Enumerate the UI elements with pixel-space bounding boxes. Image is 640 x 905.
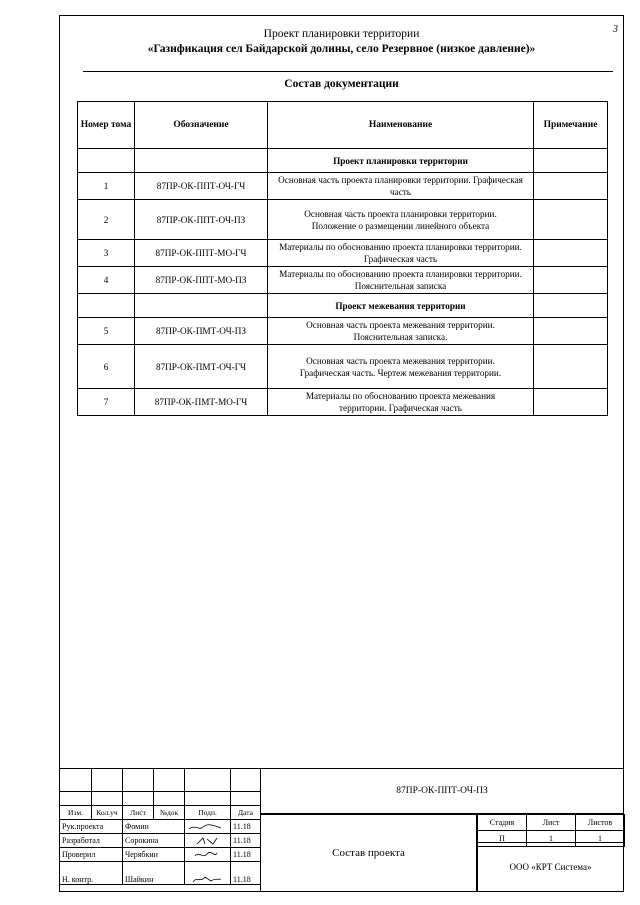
- cell-volume: 5: [78, 318, 135, 345]
- stamp-header: Подп.: [185, 806, 231, 820]
- cell-name: Основная часть проекта межевания территории. Пояснительная записка.: [268, 318, 534, 345]
- table-row: [78, 240, 608, 267]
- title-divider: [83, 71, 613, 72]
- stage-value: П: [478, 831, 527, 847]
- group-title: Проект планировки территории: [268, 149, 534, 173]
- cell-volume: 1: [78, 173, 135, 200]
- signature: [185, 820, 231, 834]
- doc-name: Состав проекта: [260, 814, 477, 892]
- stamp-header: Изм.: [60, 806, 92, 820]
- signer-name: Черябкин: [123, 848, 185, 862]
- column-header-volume: Номер тома: [78, 102, 135, 149]
- signer-role: Проверил: [60, 848, 123, 862]
- table-row: [78, 389, 608, 416]
- sheet-value: 1: [527, 831, 576, 847]
- signature: [185, 848, 231, 862]
- title-block: [59, 768, 624, 892]
- table-header-row: [78, 102, 608, 149]
- cell-note: [534, 318, 608, 345]
- page-number: 3: [613, 24, 618, 35]
- cell-code: 87ПР-ОК-ППТ-МО-ГЧ: [135, 240, 268, 267]
- cell-volume: 7: [78, 389, 135, 416]
- column-header-code: Обозначение: [135, 102, 268, 149]
- signer-row: [60, 834, 261, 848]
- group-title: Проект межевания территории: [268, 294, 534, 318]
- signer-row: [60, 862, 261, 885]
- cell-code: 87ПР-ОК-ПМТ-ОЧ-ГЧ: [135, 345, 268, 389]
- cell-name: Основная часть проекта планировки территории. Положение о размещении линейного объекта: [268, 200, 534, 240]
- table-row: [78, 267, 608, 294]
- doc-code: 87ПР-ОК-ППТ-ОЧ-ПЗ: [260, 768, 624, 814]
- cell-code: 87ПР-ОК-ППТ-ОЧ-ГЧ: [135, 173, 268, 200]
- cell-note: [534, 345, 608, 389]
- signer-role: Разработал: [60, 834, 123, 848]
- cell-name: Основная часть проекта планировки территории. Графическая часть: [268, 173, 534, 200]
- stamp-header: Кол.уч: [92, 806, 123, 820]
- signer-name: Шайкин: [123, 862, 185, 885]
- sheets-header: Листов: [576, 815, 625, 831]
- cell-volume: 6: [78, 345, 135, 389]
- signer-date: 11.18: [231, 848, 261, 862]
- cell-note: [534, 173, 608, 200]
- table-row: [78, 173, 608, 200]
- group-row: [78, 294, 608, 318]
- cell-note: [534, 240, 608, 267]
- cell-code: 87ПР-ОК-ППТ-МО-ПЗ: [135, 267, 268, 294]
- signer-name: Фомин: [123, 820, 185, 834]
- signature: [185, 862, 231, 885]
- signer-role: Рук.проекта: [60, 820, 123, 834]
- table-row: [78, 318, 608, 345]
- cell-name: Материалы по обоснованию проекта межевания территории. Графическая часть: [268, 389, 534, 416]
- stage-header: Стадия: [478, 815, 527, 831]
- signature: [185, 834, 231, 848]
- cell-volume: 2: [78, 200, 135, 240]
- column-header-name: Наименование: [268, 102, 534, 149]
- signer-role: Н. контр.: [60, 862, 123, 885]
- sheet-header: Лист: [527, 815, 576, 831]
- table-row: [78, 200, 608, 240]
- project-title: «Газификация сел Байдарской долины, село Резервное (низкое давление)»: [147, 43, 536, 55]
- cell-note: [534, 267, 608, 294]
- section-title: Состав документации: [284, 78, 399, 90]
- sheets-value: 1: [576, 831, 625, 847]
- signer-date: 11.18: [231, 834, 261, 848]
- cell-note: [534, 389, 608, 416]
- cell-name: Материалы по обоснованию проекта планировки территории. Графическая часть: [268, 240, 534, 267]
- cell-code: 87ПР-ОК-ПМТ-ОЧ-ПЗ: [135, 318, 268, 345]
- organization: ООО «КРТ Система»: [477, 842, 624, 892]
- revision-table: [59, 768, 261, 885]
- cell-note: [534, 200, 608, 240]
- signer-name: Сорокина: [123, 834, 185, 848]
- stamp-header: Лист: [123, 806, 154, 820]
- document-title: Проект планировки территории: [263, 28, 420, 40]
- signer-date: 11.18: [231, 820, 261, 834]
- signer-row: [60, 820, 261, 834]
- column-header-note: Примечание: [534, 102, 608, 149]
- signer-row: [60, 848, 261, 862]
- cell-name: Материалы по обоснованию проекта планировки территории. Пояснительная записка: [268, 267, 534, 294]
- signer-date: 11.18: [231, 862, 261, 885]
- cell-name: Основная часть проекта межевания территории. Графическая часть. Чертеж межевания территории.: [268, 345, 534, 389]
- table-row: [78, 345, 608, 389]
- cell-code: 87ПР-ОК-ППТ-ОЧ-ПЗ: [135, 200, 268, 240]
- stamp-header: Дата: [231, 806, 261, 820]
- cell-volume: 3: [78, 240, 135, 267]
- documentation-table: [77, 101, 608, 416]
- stamp-header: №док: [154, 806, 185, 820]
- cell-code: 87ПР-ОК-ПМТ-МО-ГЧ: [135, 389, 268, 416]
- group-row: [78, 149, 608, 173]
- cell-volume: 4: [78, 267, 135, 294]
